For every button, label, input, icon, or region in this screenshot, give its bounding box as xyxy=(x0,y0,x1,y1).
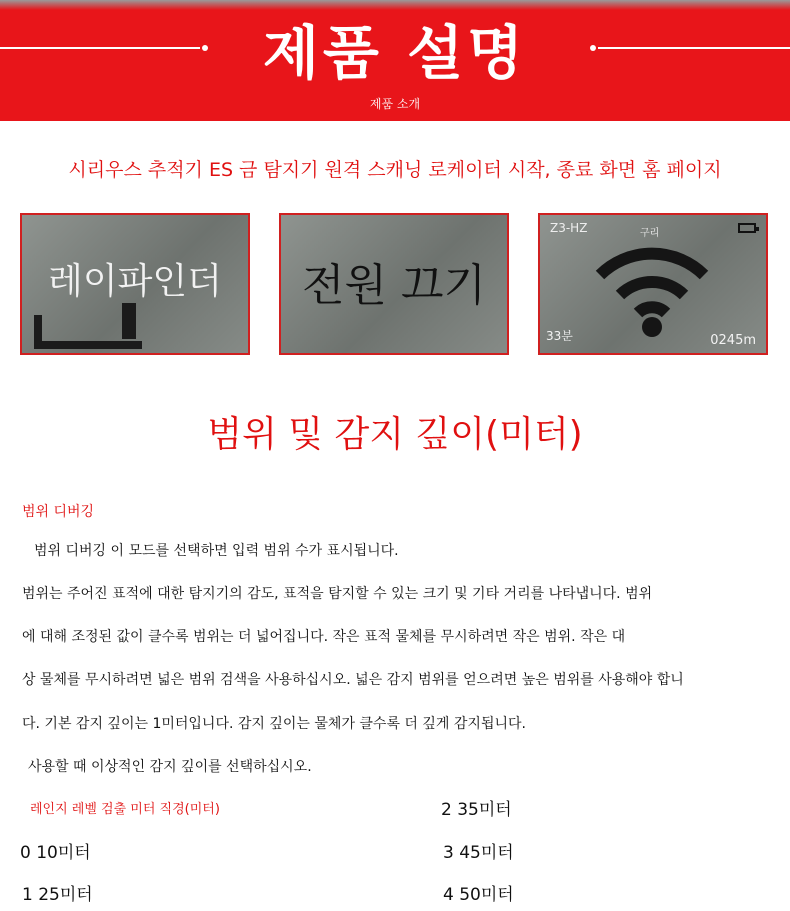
battery-icon xyxy=(738,223,756,233)
range-level-4: 4 50미터 xyxy=(443,885,514,905)
paragraph-line: 범위는 주어진 표적에 대한 탐지기의 감도, 표적을 탐지할 수 있는 크기 및 기타 거리를 나타냅니다. 범위 xyxy=(22,586,653,602)
wifi-signal-icon xyxy=(592,237,712,337)
range-level-3: 3 45미터 xyxy=(443,843,514,863)
banner-title: 제품 설명 xyxy=(262,19,528,87)
title-banner xyxy=(0,0,790,121)
range-level-0: 0 10미터 xyxy=(20,843,91,863)
range-table-label: 레인지 레벨 검출 미터 직경(미터) xyxy=(30,802,220,817)
screen-rangefinder-text: 레이파인더 xyxy=(48,261,222,302)
screen-image-rangefinder xyxy=(20,213,250,355)
range-depth-heading: 범위 및 감지 깊이(미터) xyxy=(207,414,583,455)
screen-image-power-off xyxy=(279,213,509,355)
section-title: 범위 디버깅 xyxy=(22,504,95,520)
product-heading: 시리우스 추적기 ES 금 탐지기 원격 스캐닝 로케이터 시작, 종료 화면 홈 페이지 xyxy=(68,159,722,181)
screen-bracket-bar xyxy=(122,303,136,339)
paragraph-line: 상 물체를 무시하려면 넓은 범위 검색을 사용하십시오. 넓은 감지 범위를 얻으려면 높은 범위를 사용해야 합니 xyxy=(22,672,684,688)
screen-power-off-text: 전원 끄기 xyxy=(301,260,486,311)
screen-distance-label: 0245m xyxy=(710,333,756,348)
screen-model-label: Z3-HZ xyxy=(550,221,588,235)
banner-subtitle: 제품 소개 xyxy=(369,97,421,111)
paragraph-line: 다. 기본 감지 깊이는 1미터입니다. 감지 깊이는 물체가 클수록 더 깊게 감지됩니다. xyxy=(22,716,526,732)
paragraph-line: 사용할 때 이상적인 감지 깊이를 선택하십시오. xyxy=(28,759,312,775)
screen-image-home xyxy=(538,213,768,355)
paragraph-line: 에 대해 조정된 값이 클수록 범위는 더 넓어집니다. 작은 표적 물체를 무시하려면 작은 범위. 작은 대 xyxy=(22,629,626,645)
range-level-2: 2 35미터 xyxy=(441,800,512,820)
screen-metal-label: 구리 xyxy=(640,228,660,239)
screen-time-label: 33분 xyxy=(546,329,573,343)
paragraph-line: 범위 디버깅 이 모드를 선택하면 입력 범위 수가 표시됩니다. xyxy=(34,543,399,559)
range-level-1: 1 25미터 xyxy=(22,885,93,905)
